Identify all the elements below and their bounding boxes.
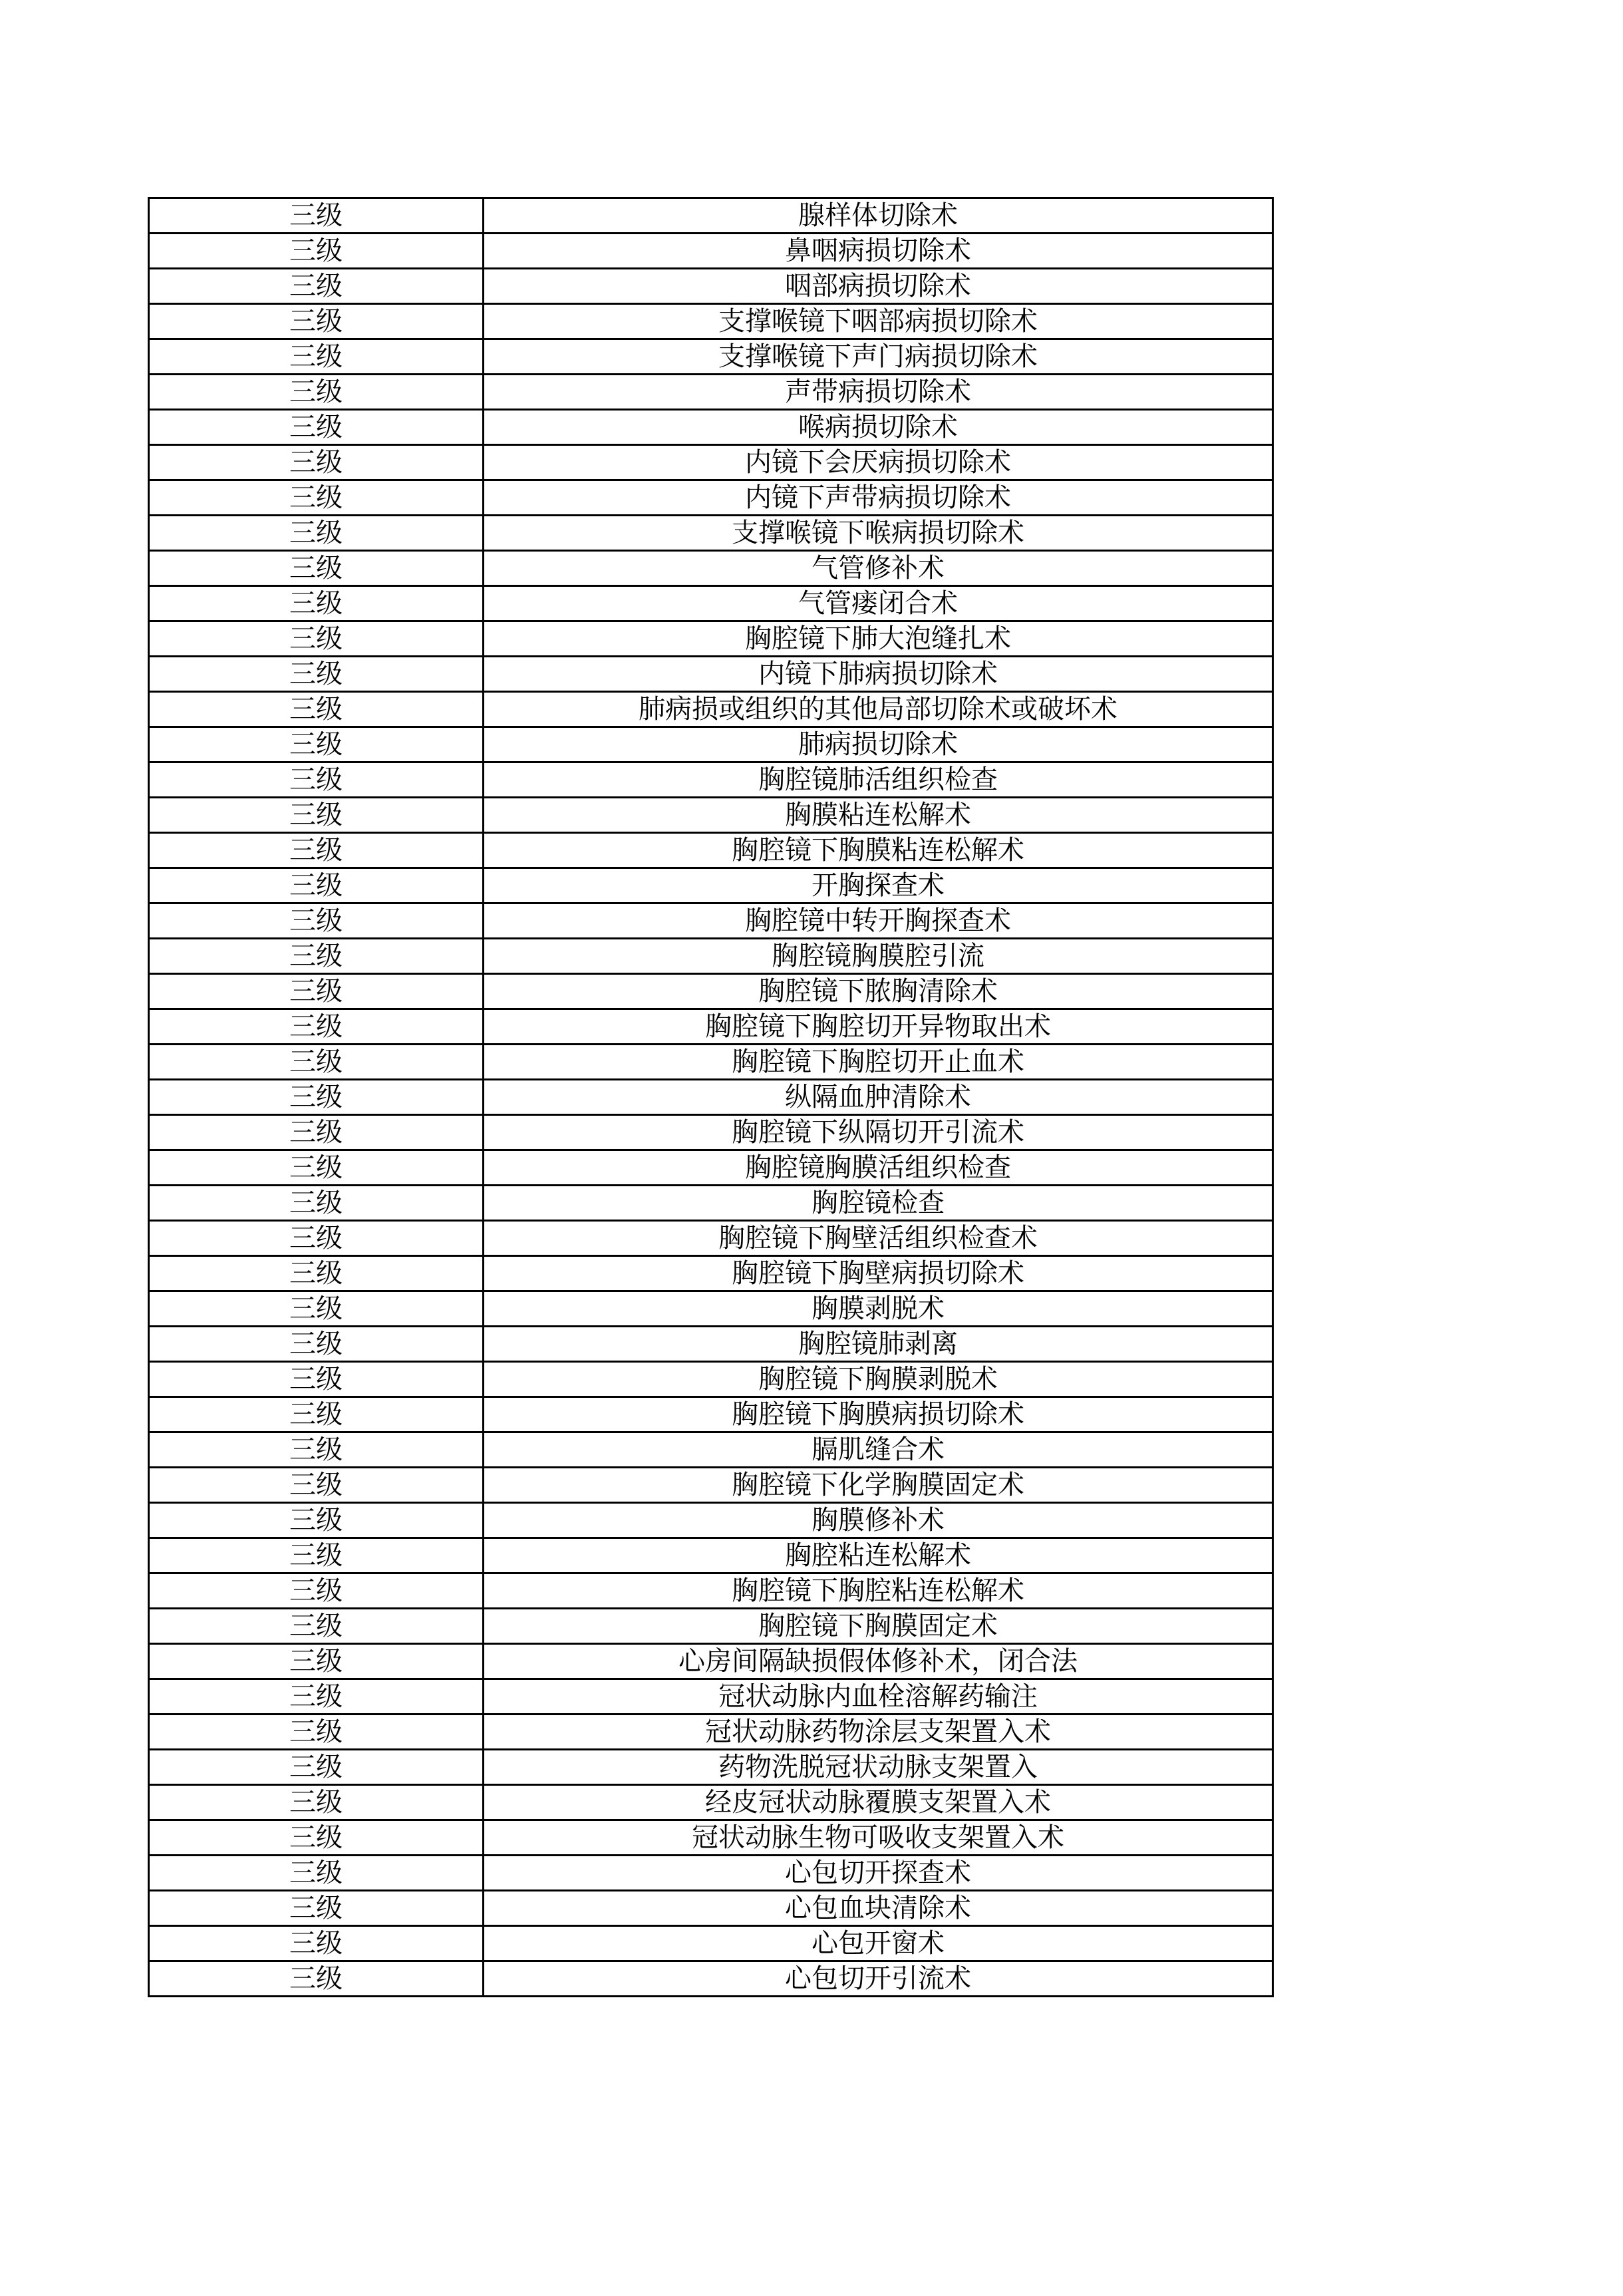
surgery-level-cell: 三级	[149, 551, 484, 586]
procedure-name-cell: 胸腔镜下胸腔粘连松解术	[484, 1573, 1273, 1609]
surgery-level-cell: 三级	[149, 1573, 484, 1609]
table-row	[149, 974, 1273, 1009]
procedure-name-cell: 鼻咽病损切除术	[484, 234, 1273, 269]
procedure-name-cell: 胸腔镜胸膜活组织检查	[484, 1150, 1273, 1186]
table-row	[149, 198, 1273, 234]
procedure-name-cell: 经皮冠状动脉覆膜支架置入术	[484, 1785, 1273, 1820]
table-row	[149, 586, 1273, 621]
procedure-name-cell: 开胸探查术	[484, 868, 1273, 903]
table-row	[149, 1644, 1273, 1679]
surgery-level-cell: 三级	[149, 1750, 484, 1785]
procedure-name-cell: 支撑喉镜下喉病损切除术	[484, 516, 1273, 551]
table-row	[149, 1432, 1273, 1468]
table-row	[149, 939, 1273, 974]
table-row	[149, 1820, 1273, 1856]
table-row	[149, 1468, 1273, 1503]
procedure-name-cell: 胸膜剥脱术	[484, 1291, 1273, 1327]
procedure-name-cell: 声带病损切除术	[484, 375, 1273, 410]
surgery-level-cell: 三级	[149, 1256, 484, 1291]
surgery-level-cell: 三级	[149, 516, 484, 551]
table-row	[149, 1503, 1273, 1538]
table-row	[149, 1291, 1273, 1327]
procedure-name-cell: 胸腔镜检查	[484, 1186, 1273, 1221]
table-row	[149, 269, 1273, 304]
surgery-level-cell: 三级	[149, 1362, 484, 1397]
surgery-level-cell: 三级	[149, 304, 484, 339]
table-row	[149, 621, 1273, 657]
table-row	[149, 304, 1273, 339]
surgery-level-cell: 三级	[149, 1150, 484, 1186]
table-row	[149, 1045, 1273, 1080]
table-row	[149, 1150, 1273, 1186]
table-row	[149, 1785, 1273, 1820]
procedure-name-cell: 心包切开探查术	[484, 1856, 1273, 1891]
surgery-level-cell: 三级	[149, 1115, 484, 1150]
surgery-level-cell: 三级	[149, 586, 484, 621]
surgery-level-cell: 三级	[149, 833, 484, 868]
surgery-level-cell: 三级	[149, 1045, 484, 1080]
table-row	[149, 1397, 1273, 1432]
table-row	[149, 1327, 1273, 1362]
procedure-name-cell: 内镜下肺病损切除术	[484, 657, 1273, 692]
surgery-level-cell: 三级	[149, 657, 484, 692]
table-row	[149, 1009, 1273, 1045]
table-row	[149, 1080, 1273, 1115]
surgery-level-cell: 三级	[149, 903, 484, 939]
procedure-name-cell: 气管瘘闭合术	[484, 586, 1273, 621]
table-row	[149, 1679, 1273, 1715]
table-row	[149, 1573, 1273, 1609]
table-row	[149, 903, 1273, 939]
table-row	[149, 868, 1273, 903]
surgery-level-cell: 三级	[149, 1785, 484, 1820]
surgery-level-cell: 三级	[149, 1609, 484, 1644]
surgery-level-cell: 三级	[149, 1644, 484, 1679]
surgery-level-cell: 三级	[149, 1891, 484, 1926]
surgery-level-cell: 三级	[149, 1080, 484, 1115]
procedure-table	[148, 197, 1274, 1997]
surgery-level-cell: 三级	[149, 692, 484, 727]
table-row	[149, 339, 1273, 375]
procedure-name-cell: 胸腔镜下化学胸膜固定术	[484, 1468, 1273, 1503]
procedure-name-cell: 胸腔镜胸膜腔引流	[484, 939, 1273, 974]
procedure-name-cell: 胸腔镜下胸膜粘连松解术	[484, 833, 1273, 868]
table-row	[149, 480, 1273, 516]
procedure-name-cell: 胸腔镜肺活组织检查	[484, 762, 1273, 798]
surgery-level-cell: 三级	[149, 480, 484, 516]
table-row	[149, 410, 1273, 445]
table-row	[149, 1256, 1273, 1291]
procedure-name-cell: 心房间隔缺损假体修补术，闭合法	[484, 1644, 1273, 1679]
surgery-level-cell: 三级	[149, 1503, 484, 1538]
procedure-name-cell: 胸腔镜下胸壁病损切除术	[484, 1256, 1273, 1291]
procedure-table-body	[149, 198, 1273, 1997]
table-row	[149, 1891, 1273, 1926]
table-row	[149, 1715, 1273, 1750]
procedure-name-cell: 内镜下声带病损切除术	[484, 480, 1273, 516]
surgery-level-cell: 三级	[149, 1820, 484, 1856]
table-row	[149, 1750, 1273, 1785]
surgery-level-cell: 三级	[149, 762, 484, 798]
table-row	[149, 445, 1273, 480]
surgery-level-cell: 三级	[149, 269, 484, 304]
surgery-level-cell: 三级	[149, 1679, 484, 1715]
procedure-name-cell: 冠状动脉生物可吸收支架置入术	[484, 1820, 1273, 1856]
surgery-level-cell: 三级	[149, 974, 484, 1009]
table-row	[149, 516, 1273, 551]
procedure-name-cell: 胸腔镜下胸腔切开异物取出术	[484, 1009, 1273, 1045]
table-row	[149, 1221, 1273, 1256]
procedure-name-cell: 心包切开引流术	[484, 1961, 1273, 1997]
surgery-level-cell: 三级	[149, 1856, 484, 1891]
procedure-name-cell: 胸腔镜肺剥离	[484, 1327, 1273, 1362]
table-row	[149, 1856, 1273, 1891]
table-row	[149, 1926, 1273, 1961]
procedure-name-cell: 腺样体切除术	[484, 198, 1273, 234]
table-row	[149, 551, 1273, 586]
surgery-level-cell: 三级	[149, 410, 484, 445]
procedure-name-cell: 药物洗脱冠状动脉支架置入	[484, 1750, 1273, 1785]
procedure-name-cell: 胸腔镜下胸膜病损切除术	[484, 1397, 1273, 1432]
surgery-level-cell: 三级	[149, 1397, 484, 1432]
table-row	[149, 762, 1273, 798]
table-row	[149, 798, 1273, 833]
procedure-name-cell: 纵隔血肿清除术	[484, 1080, 1273, 1115]
table-row	[149, 1186, 1273, 1221]
procedure-name-cell: 胸腔粘连松解术	[484, 1538, 1273, 1573]
table-row	[149, 1362, 1273, 1397]
table-row	[149, 692, 1273, 727]
surgery-level-cell: 三级	[149, 1327, 484, 1362]
surgery-level-cell: 三级	[149, 1291, 484, 1327]
table-row	[149, 1961, 1273, 1997]
procedure-name-cell: 胸腔镜下肺大泡缝扎术	[484, 621, 1273, 657]
procedure-name-cell: 膈肌缝合术	[484, 1432, 1273, 1468]
procedure-name-cell: 胸腔镜下脓胸清除术	[484, 974, 1273, 1009]
surgery-level-cell: 三级	[149, 1538, 484, 1573]
surgery-level-cell: 三级	[149, 198, 484, 234]
procedure-name-cell: 胸膜粘连松解术	[484, 798, 1273, 833]
procedure-name-cell: 胸腔镜下胸膜剥脱术	[484, 1362, 1273, 1397]
table-row	[149, 657, 1273, 692]
table-row	[149, 375, 1273, 410]
surgery-level-cell: 三级	[149, 1432, 484, 1468]
procedure-name-cell: 冠状动脉内血栓溶解药输注	[484, 1679, 1273, 1715]
surgery-level-cell: 三级	[149, 621, 484, 657]
surgery-level-cell: 三级	[149, 234, 484, 269]
surgery-level-cell: 三级	[149, 1221, 484, 1256]
procedure-name-cell: 支撑喉镜下声门病损切除术	[484, 339, 1273, 375]
procedure-name-cell: 胸腔镜下胸腔切开止血术	[484, 1045, 1273, 1080]
procedure-name-cell: 胸腔镜中转开胸探查术	[484, 903, 1273, 939]
surgery-level-cell: 三级	[149, 727, 484, 762]
table-row	[149, 1609, 1273, 1644]
procedure-name-cell: 胸腔镜下胸壁活组织检查术	[484, 1221, 1273, 1256]
procedure-name-cell: 胸腔镜下胸膜固定术	[484, 1609, 1273, 1644]
procedure-name-cell: 咽部病损切除术	[484, 269, 1273, 304]
table-row	[149, 1538, 1273, 1573]
table-row	[149, 727, 1273, 762]
table-row	[149, 234, 1273, 269]
procedure-name-cell: 胸腔镜下纵隔切开引流术	[484, 1115, 1273, 1150]
procedure-name-cell: 肺病损切除术	[484, 727, 1273, 762]
surgery-level-cell: 三级	[149, 1468, 484, 1503]
surgery-level-cell: 三级	[149, 939, 484, 974]
surgery-level-cell: 三级	[149, 1186, 484, 1221]
procedure-name-cell: 肺病损或组织的其他局部切除术或破坏术	[484, 692, 1273, 727]
surgery-level-cell: 三级	[149, 868, 484, 903]
surgery-level-cell: 三级	[149, 1715, 484, 1750]
table-row	[149, 833, 1273, 868]
procedure-name-cell: 心包血块清除术	[484, 1891, 1273, 1926]
procedure-name-cell: 气管修补术	[484, 551, 1273, 586]
surgery-level-cell: 三级	[149, 798, 484, 833]
procedure-name-cell: 心包开窗术	[484, 1926, 1273, 1961]
surgery-level-cell: 三级	[149, 339, 484, 375]
procedure-name-cell: 冠状动脉药物涂层支架置入术	[484, 1715, 1273, 1750]
surgery-level-cell: 三级	[149, 445, 484, 480]
surgery-level-cell: 三级	[149, 1926, 484, 1961]
procedure-name-cell: 支撑喉镜下咽部病损切除术	[484, 304, 1273, 339]
procedure-name-cell: 喉病损切除术	[484, 410, 1273, 445]
procedure-name-cell: 胸膜修补术	[484, 1503, 1273, 1538]
surgery-level-cell: 三级	[149, 1961, 484, 1997]
surgery-level-cell: 三级	[149, 375, 484, 410]
surgery-level-cell: 三级	[149, 1009, 484, 1045]
procedure-name-cell: 内镜下会厌病损切除术	[484, 445, 1273, 480]
table-row	[149, 1115, 1273, 1150]
